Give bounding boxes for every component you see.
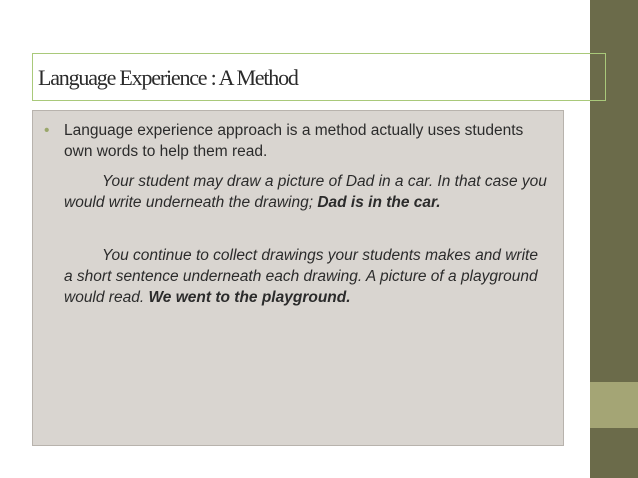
paragraph-playground-example (64, 245, 548, 308)
paragraph-text: Your student may draw a picture of Dad in a car. In that case you would write underneath the drawing; (64, 173, 547, 211)
paragraph-bold-sentence: Dad is in the car. (317, 194, 441, 211)
paragraph-bold-sentence: We went to the playground. (148, 289, 351, 306)
paragraph-text: You continue to collect drawings your students makes and write a short sentence underneath each drawing. A picture of a playground would read. (64, 247, 538, 306)
paragraph-dad-example (64, 171, 548, 213)
bullet-text: Language experience approach is a method actually uses students own words to help them read. (64, 122, 524, 160)
bullet-item (44, 120, 544, 162)
slide-title: Language Experience : A Method (38, 65, 298, 90)
bullet-marker: • (44, 122, 50, 139)
side-accent-block (590, 382, 638, 428)
